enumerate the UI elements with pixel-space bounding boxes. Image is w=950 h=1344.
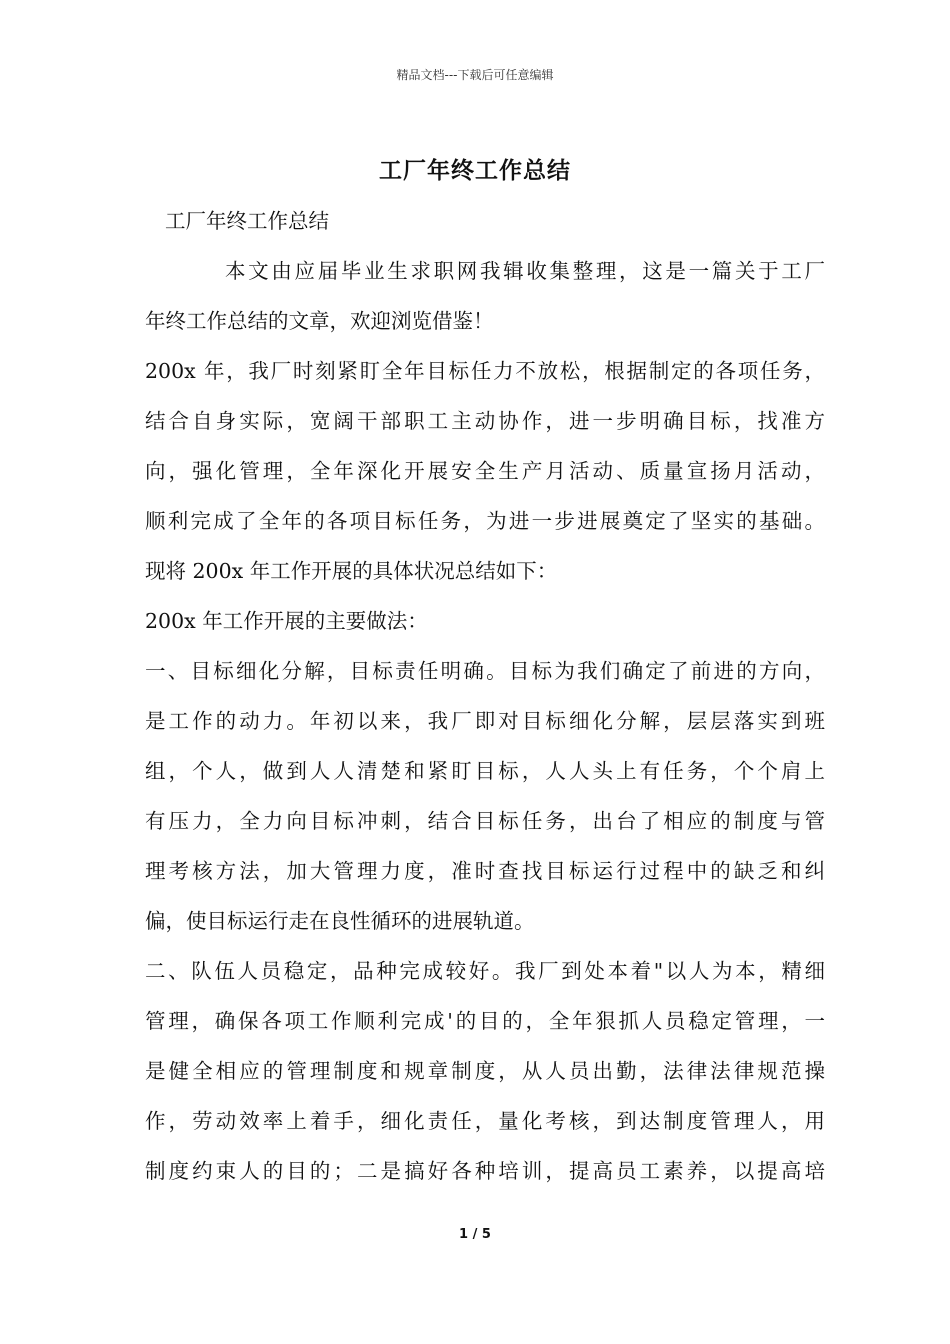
paragraph-line: 二、队伍人员稳定，品种完成较好。我厂到处本着"以人为本，精细 — [145, 959, 825, 983]
paragraph-line: 顺利完成了全年的各项目标任务，为进一步进展奠定了坚实的基础。 — [145, 509, 825, 533]
document-body — [145, 196, 825, 1196]
paragraph-line: 组，个人，做到人人清楚和紧盯目标，人人头上有任务，个个肩上 — [145, 759, 825, 783]
paragraph-line: 制度约束人的目的；二是搞好各种培训，提高员工素养，以提高培 — [145, 1159, 825, 1183]
paragraph-line: 理考核方法，加大管理力度，准时查找目标运行过程中的缺乏和纠 — [145, 859, 825, 883]
paragraph-line: 偏，使目标运行走在良性循环的进展轨道。 — [145, 909, 535, 933]
paragraph-line: 200x 年工作开展的主要做法： — [145, 609, 428, 633]
paragraph-line: 年终工作总结的文章，欢迎浏览借鉴！ — [145, 309, 494, 333]
subtitle-line: 工厂年终工作总结 — [165, 209, 329, 233]
paragraph-line: 向，强化管理，全年深化开展安全生产月活动、质量宣扬月活动， — [145, 459, 825, 483]
paragraph-line: 本文由应届毕业生求职网我辑收集整理，这是一篇关于工厂 — [225, 259, 825, 283]
paragraph-line: 作，劳动效率上着手，细化责任，量化考核，到达制度管理人，用 — [145, 1109, 825, 1133]
paragraph-line: 结合自身实际，宽阔干部职工主动协作，进一步明确目标，找准方 — [145, 409, 825, 433]
paragraph-line: 有压力，全力向目标冲刺，结合目标任务，出台了相应的制度与管 — [145, 809, 825, 833]
paragraph-line: 是工作的动力。年初以来，我厂即对目标细化分解，层层落实到班 — [145, 709, 825, 733]
paragraph-line: 现将 200x 年工作开展的具体状况总结如下： — [145, 559, 558, 583]
paragraph-line: 是健全相应的管理制度和规章制度，从人员出勤，法律法律规范操 — [145, 1059, 825, 1083]
document-title: 工厂年终工作总结 — [379, 157, 571, 184]
page-header: 精品文档---下载后可任意编辑 — [396, 68, 554, 82]
page-number: 1 / 5 — [459, 1227, 491, 1242]
paragraph-line: 200x 年，我厂时刻紧盯全年目标任力不放松，根据制定的各项任务， — [145, 359, 825, 383]
paragraph-line: 一、目标细化分解，目标责任明确。目标为我们确定了前进的方向， — [145, 659, 825, 683]
paragraph-line: 管理，确保各项工作顺利完成'的目的，全年狠抓人员稳定管理，一 — [145, 1009, 825, 1033]
